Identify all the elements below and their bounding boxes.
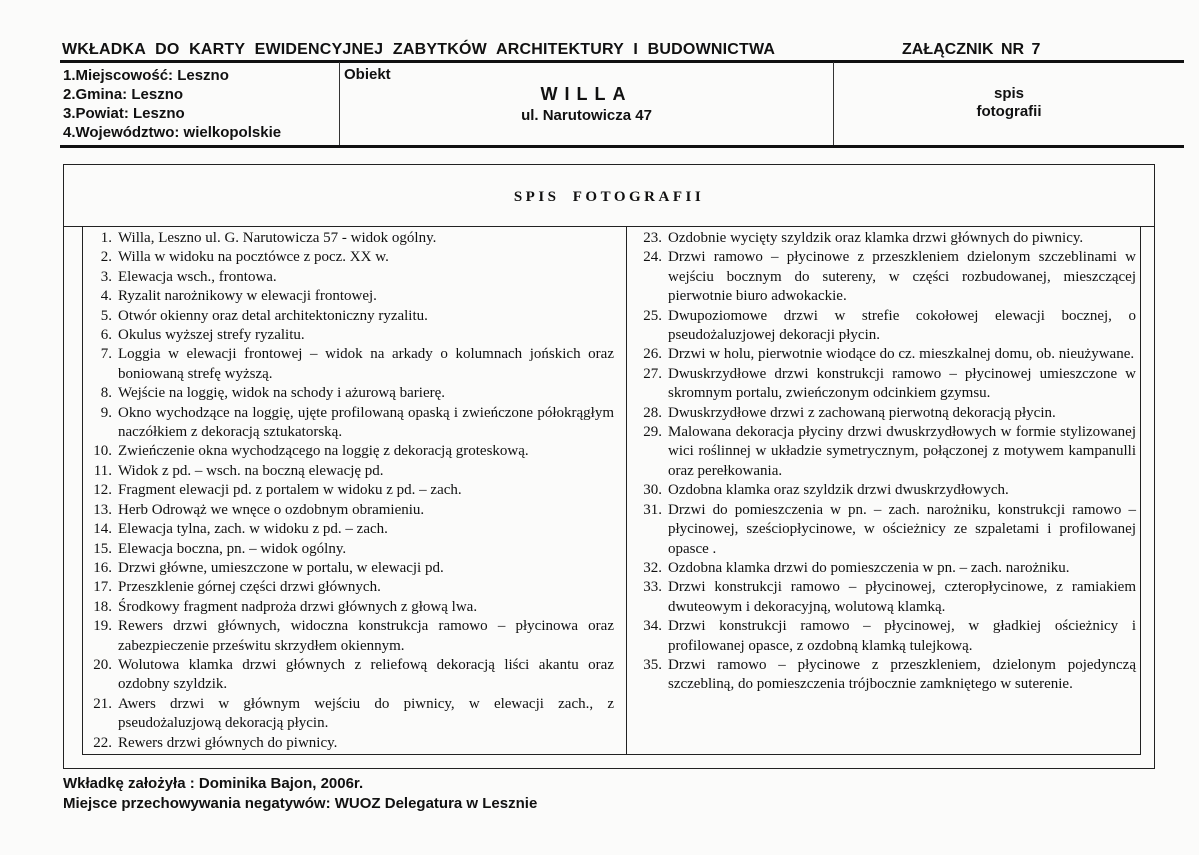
item-number: 19. <box>93 618 112 635</box>
list-item <box>636 501 1136 559</box>
item-text: Dwuskrzydłowe drzwi z zachowaną pierwotną dekoracją płycin. <box>668 404 1056 421</box>
table-column-divider <box>626 226 627 754</box>
item-text: Otwór okienny oraz detal architektoniczny ryzalitu. <box>118 307 428 324</box>
doc-type-line1: spis <box>993 85 1024 102</box>
item-text: Widok z pd. – wsch. na boczną elewację pd. <box>118 462 384 479</box>
item-number: 3. <box>100 268 112 285</box>
photo-list-right <box>636 229 1136 695</box>
item-text: Herb Odrowąż we wnęce o ozdobnym obramieniu. <box>118 501 425 518</box>
item-text: Rewers drzwi głównych, widoczna konstrukcja ramowo – płycinowa oraz zabezpieczenie prześwitu skrzydłem okiennym. <box>118 618 614 654</box>
item-text: Drzwi konstrukcji ramowo – płycinowej, w gładkiej ościeżnicy i profilowanej opasce, z ozdobną klamką tulejkową. <box>668 618 1136 654</box>
item-text: Środkowy fragment nadproża drzwi głównych z głową lwa. <box>118 598 478 615</box>
item-text: Drzwi konstrukcji ramowo – płycinowej, czteropłycinowe, z ramiakiem dwuteowym i dekoracyjną, wolutową klamką. <box>668 579 1136 615</box>
list-item <box>86 617 614 656</box>
item-number: 21. <box>93 695 112 712</box>
item-text: Loggia w elewacji frontowej – widok na arkady o kolumnach jońskich oraz boniowaną strefę wyższą. <box>118 346 614 382</box>
item-text: Dwupoziomowe drzwi w strefie cokołowej elewacji bocznej, o pseudożaluzjowej dekoracji płycin. <box>668 307 1136 344</box>
list-item <box>636 248 1136 306</box>
list-item <box>636 481 1136 500</box>
item-text: Wolutowa klamka drzwi głównych z reliefową dekoracją liści akantu oraz ozdobny szyldzik. <box>118 656 614 693</box>
item-number: 16. <box>93 559 112 576</box>
item-number: 4. <box>100 288 112 305</box>
list-item <box>636 423 1136 481</box>
list-item <box>86 501 614 520</box>
item-number: 18. <box>93 598 112 615</box>
list-item <box>86 578 614 597</box>
item-text: Elewacja boczna, pn. – widok ogólny. <box>118 540 347 557</box>
list-item <box>86 248 614 267</box>
list-item <box>86 404 614 443</box>
list-item <box>636 345 1136 364</box>
item-number: 22. <box>93 734 112 751</box>
list-item <box>636 229 1136 248</box>
item-number: 26. <box>643 346 662 363</box>
list-item <box>86 559 614 578</box>
item-number: 33. <box>643 579 662 596</box>
list-item <box>636 656 1136 695</box>
object-name: WILLA <box>540 84 633 104</box>
list-item <box>86 268 614 287</box>
item-number: 30. <box>643 482 662 499</box>
author-note: Wkładkę założyła : Dominika Bajon, 2006r. <box>63 775 364 792</box>
item-number: 6. <box>100 327 112 344</box>
item-text: Drzwi do pomieszczenia w pn. – zach. narożniku, konstrukcji ramowo – płycinowej, sześciopłycinowe, w ościeżnicy ze szpaletami i profilowanej opasce . <box>668 501 1136 557</box>
item-text: Ryzalit narożnikowy w elewacji frontowej. <box>118 288 377 305</box>
item-number: 12. <box>93 482 112 499</box>
item-number: 34. <box>643 618 662 635</box>
item-number: 2. <box>100 249 112 266</box>
list-item <box>86 734 614 753</box>
item-text: Przeszklenie górnej części drzwi głównych. <box>118 579 381 596</box>
item-text: Okulus wyższej strefy ryzalitu. <box>118 327 305 344</box>
town-line: 1.Miejscowość: Leszno <box>63 67 229 84</box>
item-text: Malowana dekoracja płyciny drzwi dwuskrzydłowych w formie stylizowanej wici roślinnej w układzie symetrycznym, połączonej z motywem kampanulli oraz perełkowania. <box>668 424 1136 479</box>
item-number: 23. <box>643 230 662 246</box>
item-number: 27. <box>643 365 662 382</box>
item-number: 20. <box>93 656 112 673</box>
list-item <box>86 656 614 695</box>
photo-list-left <box>86 229 614 753</box>
storage-note: Miejsce przechowywania negatywów: WUOZ Delegatura w Lesznie <box>63 795 538 812</box>
photo-list-title: SPIS FOTOGRAFII <box>513 189 705 205</box>
list-item <box>86 384 614 403</box>
item-text: Rewers drzwi głównych do piwnicy. <box>118 734 338 751</box>
item-number: 25. <box>643 307 662 324</box>
item-number: 7. <box>100 346 112 363</box>
list-item <box>636 404 1136 423</box>
doc-type-line2: fotografii <box>976 103 1042 120</box>
location-block <box>63 66 281 142</box>
list-item <box>636 307 1136 346</box>
list-item <box>86 520 614 539</box>
item-number: 13. <box>93 501 112 518</box>
item-text: Elewacja wsch., frontowa. <box>118 268 277 285</box>
list-item <box>86 695 614 734</box>
item-text: Drzwi główne, umieszczone w portalu, w elewacji pd. <box>118 559 444 576</box>
item-text: Fragment elewacji pd. z portalem w widoku z pd. – zach. <box>118 482 462 499</box>
list-item <box>636 617 1136 656</box>
item-number: 35. <box>643 656 662 673</box>
list-item <box>636 578 1136 617</box>
item-text: Okno wychodzące na loggię, ujęte profilowaną opaską i zwieńczone półokrągłym naczółkiem z dekoracją sztukatorską. <box>118 404 614 441</box>
document-title: WKŁADKA DO KARTY EWIDENCYJNEJ ZABYTKÓW ARCHITEKTURY I BUDOWNICTWA <box>62 41 776 58</box>
item-number: 14. <box>93 521 112 538</box>
item-number: 5. <box>100 307 112 324</box>
list-item <box>86 540 614 559</box>
item-number: 9. <box>100 404 112 421</box>
item-text: Wejście na loggię, widok na schody i ażurową barierę. <box>118 385 446 402</box>
commune-line: 2.Gmina: Leszno <box>63 86 184 103</box>
list-item <box>86 307 614 326</box>
voivodeship-line: 4.Województwo: wielkopolskie <box>63 124 282 141</box>
item-text: Dwuskrzydłowe drzwi konstrukcji ramowo – płycinowej umieszczone w skromnym portalu, zwieńczonym odcinkiem gzymsu. <box>668 365 1136 402</box>
item-text: Willa w widoku na pocztówce z pocz. XX w. <box>118 249 389 266</box>
item-number: 1. <box>100 230 112 246</box>
annex-number: ZAŁĄCZNIK NR 7 <box>902 41 1041 58</box>
item-text: Drzwi ramowo – płycinowe z przeszkleniem, dzielonym pojedynczą szczebliną, do pomieszczenia trójbocznie zamkniętego w suterenie. <box>668 656 1136 693</box>
photo-list-title-rule <box>63 226 1155 227</box>
object-address: ul. Narutowicza 47 <box>521 107 652 124</box>
list-item <box>86 462 614 481</box>
list-item <box>86 598 614 617</box>
item-text: Drzwi ramowo – płycinowe z przeszkleniem dzielonym szczeblinami w wejściu bocznym do sutereny, w części rozbudowanej, mieszczącej pierwotnie biuro adwokackie. <box>668 249 1136 305</box>
item-text: Ozdobna klamka drzwi do pomieszczenia w pn. – zach. narożniku. <box>668 559 1070 576</box>
object-label: Obiekt <box>344 66 391 83</box>
item-text: Willa, Leszno ul. G. Narutowicza 57 - widok ogólny. <box>118 230 437 246</box>
list-item <box>86 229 614 248</box>
item-number: 8. <box>100 385 112 402</box>
item-number: 11. <box>93 462 112 479</box>
header-bottom-rule <box>60 145 1184 148</box>
list-item <box>86 442 614 461</box>
list-item <box>86 287 614 306</box>
list-item <box>636 365 1136 404</box>
item-text: Ozdobna klamka oraz szyldzik drzwi dwuskrzydłowych. <box>668 482 1009 499</box>
item-number: 28. <box>643 404 662 421</box>
header-top-rule <box>60 60 1184 63</box>
item-number: 32. <box>643 559 662 576</box>
item-number: 29. <box>643 424 662 441</box>
list-item <box>86 481 614 500</box>
item-number: 17. <box>93 579 112 596</box>
item-text: Elewacja tylna, zach. w widoku z pd. – zach. <box>118 521 388 538</box>
list-item <box>86 326 614 345</box>
item-text: Awers drzwi w głównym wejściu do piwnicy, w elewacji zach., z pseudożaluzjową dekoracją płycin. <box>118 695 614 732</box>
item-text: Drzwi w holu, pierwotnie wiodące do cz. mieszkalnej domu, ob. nieużywane. <box>668 346 1135 363</box>
county-line: 3.Powiat: Leszno <box>63 105 185 122</box>
item-number: 24. <box>643 249 662 266</box>
table-right-border <box>1140 226 1141 754</box>
table-left-border <box>82 226 83 754</box>
item-number: 10. <box>93 443 112 460</box>
list-item <box>636 559 1136 578</box>
item-number: 31. <box>643 501 662 518</box>
table-bottom-border <box>82 754 1141 755</box>
item-number: 15. <box>93 540 112 557</box>
item-text: Zwieńczenie okna wychodzącego na loggię z dekoracją groteskową. <box>118 443 529 460</box>
item-text: Ozdobnie wycięty szyldzik oraz klamka drzwi głównych do piwnicy. <box>668 230 1084 246</box>
list-item <box>86 345 614 384</box>
